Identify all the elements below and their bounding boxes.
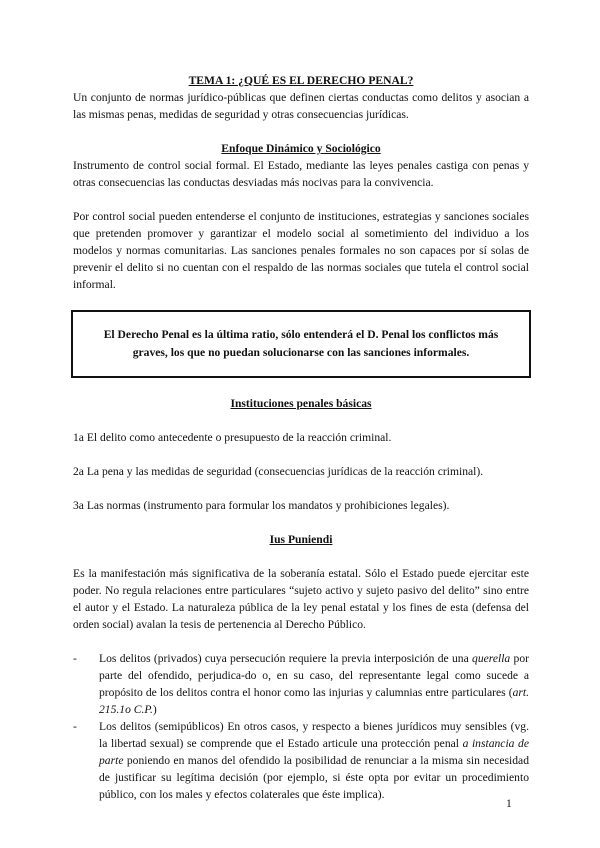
list-item-delitos-privados: - Los delitos (privados) cuya persecución requiere la previa interposición de una querella por parte del ofendido, perjudica-do o, en su caso, del representante legal como sucede a propósito de los delitos contra el honor como las injurias y calumnias entre particulares (art. 215.1o C.P.): [73, 652, 529, 716]
emphasis-querella: querella: [472, 652, 511, 665]
paragraph-control-social: Por control social pueden entenderse el conjunto de instituciones, estrategias y sanciones sociales que pretenden promover y garantizar el modelo social al sometimiento del individuo a los modelos y normas comunitarias. Las sanciones penales formales no son capaces por sí solas de prevenir el delito si no cuentan con el respaldo de las normas sociales que tutela el control social informal.: [73, 210, 529, 291]
section-heading-ius-puniendi: Ius Puniendi: [269, 533, 333, 546]
list-item-delitos-semipublicos: - Los delitos (semipúblicos) En otros casos, y respecto a bienes jurídicos muy sensibles (vg. la libertad sexual) se comprende que el Estado articule una protección penal a instancia de parte poniendo en manos del ofendido la posibilidad de renunciar a la misma sin necesidad de justificar su legítima decisión (por ejemplo, si éste opta por evitar un procedimiento público, con los males y efectos colaterales que éste implica).: [73, 720, 529, 801]
emphasis-instancia-de-parte: a instancia de parte: [99, 737, 529, 767]
section-heading-enfoque: Enfoque Dinámico y Sociológico: [221, 142, 381, 155]
document-body: [73, 72, 529, 803]
legal-reference: art. 215.1o C.P.: [99, 686, 529, 716]
page-number: 1: [506, 797, 512, 810]
paragraph-ius-puniendi: Es la manifestación más significativa de la soberanía estatal. Sólo el Estado puede ejercitar este poder. No regula relaciones entre particulares “sujeto activo y sujeto pasivo del delito” sino entre el autor y el Estado. La naturaleza pública de la ley penal estatal y los fines de esta (defensa del orden social) avalan la tesis de pertenencia al Derecho Público.: [73, 567, 529, 631]
dash-bullet: -: [73, 720, 77, 733]
list-item: 3a Las normas (instrumento para formular los mandatos y prohibiciones legales).: [73, 499, 450, 512]
callout-box: El Derecho Penal es la última ratio, sólo entenderá el D. Penal los conflictos más graves, los que no puedan solucionarse con las sanciones informales.: [71, 310, 531, 378]
section-heading-instituciones: Instituciones penales básicas: [230, 397, 372, 410]
paragraph-control-social-formal: Instrumento de control social formal. El Estado, mediante las leyes penales castiga con penas y otras consecuencias las conductas desviadas más nocivas para la convivencia.: [73, 159, 529, 189]
delitos-list: [73, 650, 529, 803]
intro-paragraph: Un conjunto de normas jurídico-públicas que definen ciertas conductas como delitos y asocian a las mismas penas, medidas de seguridad y otras consecuencias jurídicas.: [73, 91, 529, 121]
document-title: TEMA 1: ¿QUÉ ES EL DERECHO PENAL?: [188, 74, 414, 87]
dash-bullet: -: [73, 652, 77, 665]
list-item: 2a La pena y las medidas de seguridad (consecuencias jurídicas de la reacción criminal).: [73, 465, 484, 478]
list-item: 1a El delito como antecedente o presupuesto de la reacción criminal.: [73, 431, 392, 444]
